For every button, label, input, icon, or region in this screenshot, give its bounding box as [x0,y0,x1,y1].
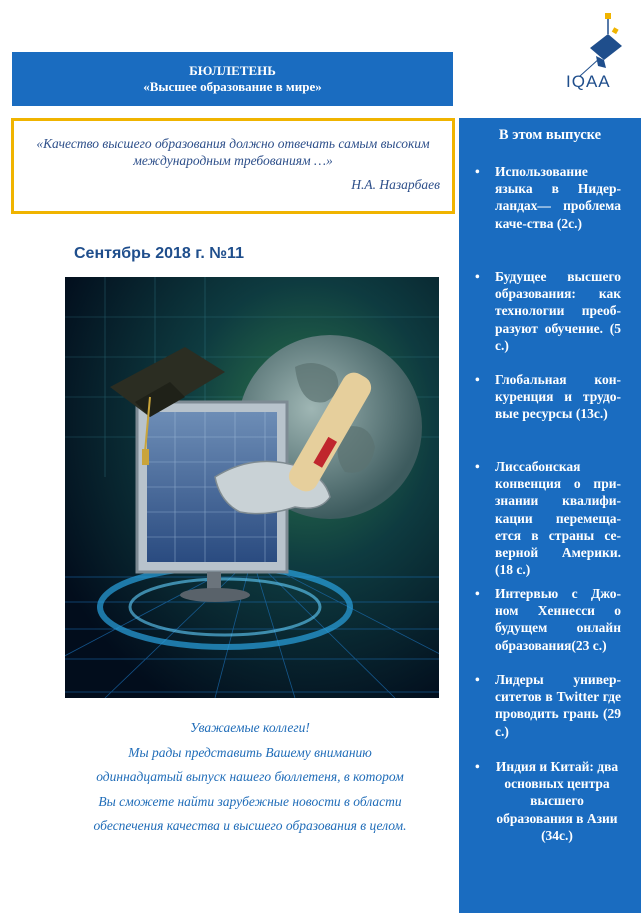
contents-item-label: Использование языка в Нидер-ландах— проблема каче-ства (2с.) [495,164,621,231]
intro-line: одиннадцатый выпуск нашего бюллетеня, в котором [96,769,404,784]
cover-illustration [65,277,439,698]
issue-date: Сентябрь 2018 г. №11 [74,245,244,262]
quote-box [11,118,455,214]
contents-item-label: Лиссабонская конвенция о при-знании квалифи-кации перемеща-ется в страны се-верной Америки. (18 с.) [495,459,621,578]
intro-text [60,716,440,839]
bullet-icon: • [475,164,480,179]
logo-text: IQAA [566,72,611,91]
intro-line: обеспечения качества и высшего образования в целом. [93,818,407,833]
newsletter-header [12,52,453,106]
bullet-icon: • [475,459,480,474]
contents-item-label: Глобальная кон-куренция и трудо-вые ресурсы (13с.) [495,372,621,422]
contents-item-label: Будущее высшего образования: как технологии преоб-разуют обучение. (5 с.) [495,269,621,353]
intro-line: Вы сможете найти зарубежные новости в области [98,793,402,809]
quote-author: Н.А. Назарбаев [351,177,440,192]
contents-item-label: Индия и Китай: два основных центра высшего образования в Азии (34с.) [495,759,619,843]
cover-illustration-graphic [65,277,439,698]
header-subtitle: «Высшее образование в мире» [143,79,322,94]
bullet-icon: • [475,372,480,387]
bullet-icon: • [475,672,480,687]
intro-greeting: Уважаемые коллеги! [190,720,310,735]
contents-title: В этом выпуске [498,127,602,143]
bullet-icon: • [475,759,480,774]
header-title: БЮЛЛЕТЕНЬ [189,63,276,78]
contents-item-label: Интервью с Джо-ном Хеннесси о будущем онлайн образования(23 с.) [495,586,621,653]
quote-text: «Качество высшего образования должно отвечать самым высоким международным требованиям …» [36,136,430,168]
bullet-icon: • [475,269,480,284]
contents-sidebar [459,118,641,913]
contents-item-label: Лидеры универ-ситетов в Twitter где проводить грань (29 с.) [495,672,621,739]
bullet-icon: • [475,586,480,601]
intro-line: Мы рады представить Вашему вниманию [128,744,372,760]
